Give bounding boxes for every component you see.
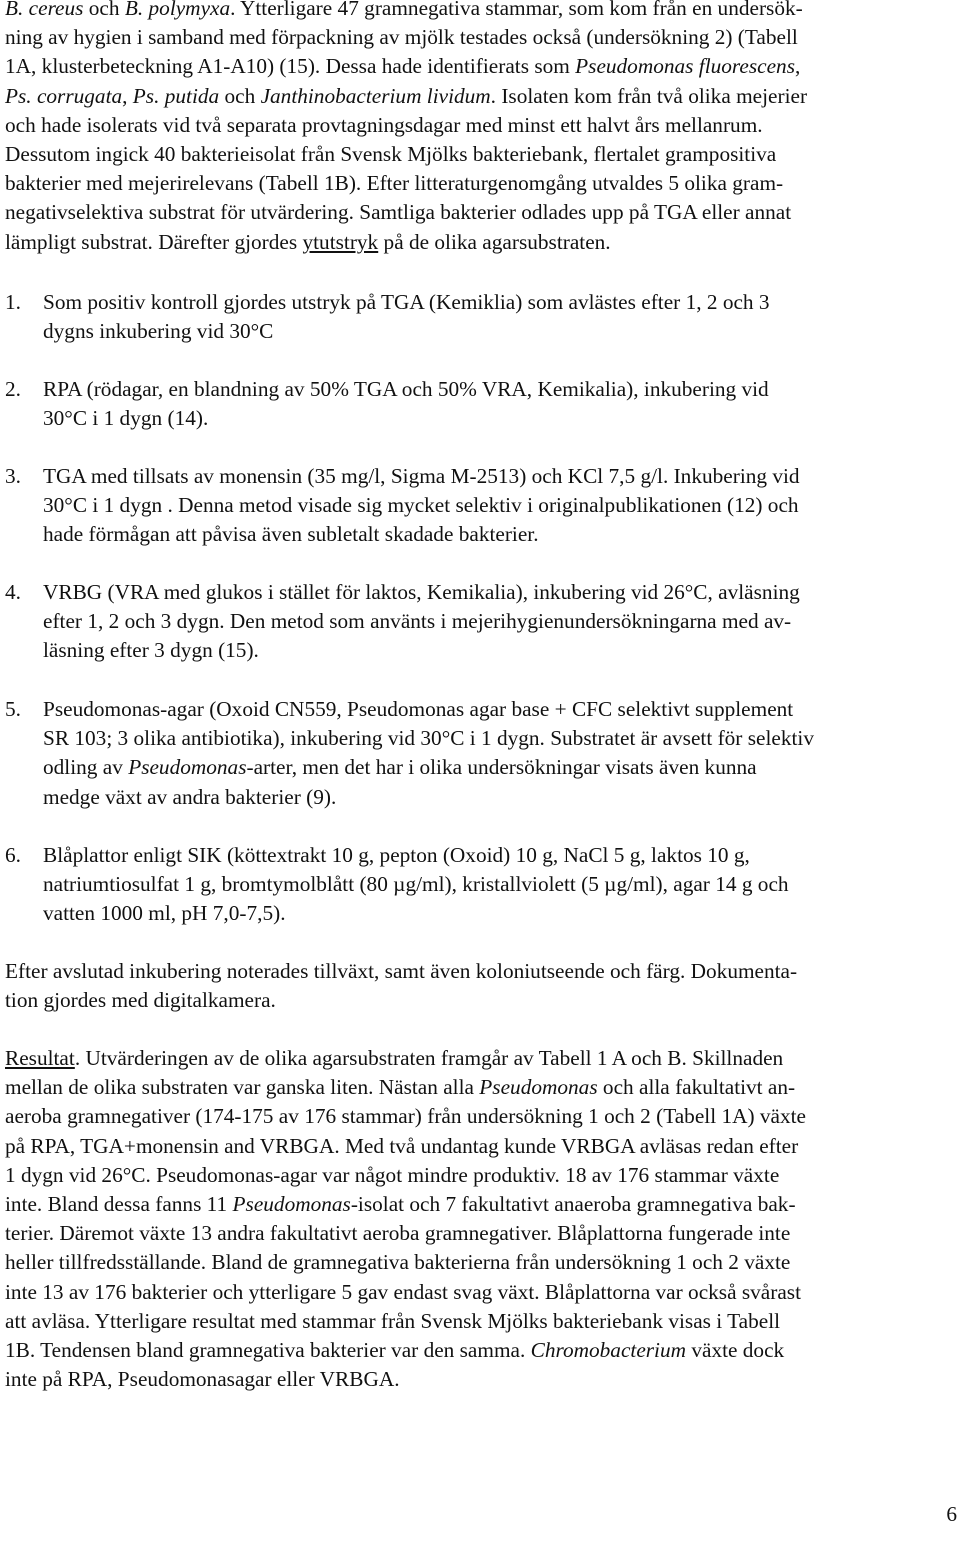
text-run: bakterier med mejerirelevans (Tabell 1B). Efter litteraturgenomgång utvaldes 5 olika gram- (5, 171, 784, 196)
intro-paragraph-line (5, 82, 807, 110)
list-item-line (43, 695, 793, 723)
italic-term: Ps. putida (132, 83, 220, 108)
text-run: -isolat och 7 fakultativt anaeroba gramnegativa bak- (350, 1192, 796, 1216)
text-run: tion gjordes med digitalkamera. (5, 988, 276, 1013)
text-run: lämpligt substrat. Därefter gjordes (5, 229, 303, 254)
list-item-number: 5. (5, 697, 21, 721)
text-run: RPA (rödagar, en blandning av 50% TGA och 50% VRA, Kemikalia), inkubering vid (43, 377, 769, 401)
text-run: 1 dygn vid 26°C. Pseudomonas-agar var något mindre produktiv. 18 av 176 stammar växte (5, 1162, 780, 1187)
text-run: vatten 1000 ml, pH 7,0-7,5). (43, 901, 286, 926)
text-run: odling av (43, 755, 129, 780)
list-item-number: 3. (5, 464, 21, 488)
list-item-line (43, 783, 336, 811)
text-run: och (219, 83, 261, 108)
list-item-line (43, 520, 539, 548)
text-run: -arter, men det har i olika undersökningar visats även kunna (246, 755, 757, 780)
list-item-number: 1. (5, 290, 21, 314)
text-run: . Ytterligare 47 gramnegativa stammar, som kom från en undersök- (230, 0, 803, 20)
underlined-text: ytutstryk (302, 229, 379, 254)
after-paragraph-line (5, 986, 276, 1014)
results-paragraph-line (5, 1044, 783, 1072)
list-item-line (43, 841, 750, 869)
list-item-line (43, 404, 208, 432)
list-item-line (43, 288, 770, 316)
list-item-line (43, 462, 800, 490)
list-item-line (43, 899, 286, 927)
results-paragraph-line (5, 1161, 779, 1189)
text-run: 1A, klusterbeteckning A1-A10) (15). Dessa hade identifierats som (5, 54, 576, 79)
after-paragraph-line (5, 957, 797, 985)
text-run: 1B. Tendensen bland gramnegativa bakterier var den samma. (5, 1338, 531, 1362)
italic-term: Pseudomonas (232, 1192, 351, 1216)
page-number: 6 (946, 1502, 957, 1526)
results-paragraph-line (5, 1073, 795, 1101)
text-run: ning av hygien i samband med förpackning av mjölk testades också (undersökning 2) (Tabell (5, 25, 798, 50)
intro-paragraph-line (5, 52, 800, 80)
intro-paragraph-line (5, 0, 803, 22)
results-paragraph-line (5, 1365, 400, 1393)
text-run: inte. Bland dessa fanns 11 (5, 1192, 233, 1216)
results-paragraph-line (5, 1102, 806, 1130)
list-item-number: 6. (5, 843, 21, 867)
results-paragraph-line (5, 1248, 790, 1276)
results-paragraph-line (5, 1132, 798, 1160)
text-run: 30°C i 1 dygn (14). (43, 406, 209, 431)
text-run: och (83, 0, 125, 20)
text-run: medge växt av andra bakterier (9). (43, 784, 337, 809)
results-paragraph-line (5, 1278, 801, 1306)
list-item-line (43, 375, 769, 403)
text-run: negativselektiva substrat för utvärdering. Samtliga bakterier odlades upp på TGA eller annat (5, 200, 792, 225)
text-run: , (122, 83, 133, 108)
text-run: Dessutom ingick 40 bakterieisolat från Svensk Mjölks bakteriebank, flertalet grampositiva (5, 142, 777, 166)
text-run: på RPA, TGA+monensin and VRBGA. Med två undantag kunde VRBGA avläsas redan efter (5, 1133, 799, 1158)
list-item-line (43, 753, 757, 781)
list-item-line (43, 724, 814, 752)
text-run: . Isolaten kom från två olika mejerier (490, 83, 808, 108)
text-run: Pseudomonas-agar (Oxoid CN559, Pseudomonas agar base + CFC selektivt supplement (43, 697, 794, 721)
text-run: Blåplattor enligt SIK (köttextrakt 10 g, pepton (Oxoid) 10 g, NaCl 5 g, laktos 10 g, (43, 843, 750, 867)
text-run: och hade isolerats vid två separata provtagningsdagar med minst ett halvt års mellanrum. (5, 112, 763, 137)
text-run: på de olika agarsubstraten. (378, 229, 611, 254)
text-run: inte 13 av 176 bakterier och ytterligare 5 gav endast svag växt. Blåplattorna var också svårast (5, 1279, 801, 1304)
text-run: TGA med tillsats av monensin (35 mg/l, Sigma M-2513) och KCl 7,5 g/l. Inkubering vid (43, 464, 800, 488)
text-run: , (794, 54, 801, 79)
text-run: läsning efter 3 dygn (15). (43, 638, 259, 663)
italic-term: Janthinobacterium lividum (260, 83, 491, 108)
text-run: Som positiv kontroll gjordes utstryk på TGA (Kemiklia) som avlästes efter 1, 2 och 3 (43, 290, 770, 314)
intro-paragraph-line (5, 169, 783, 197)
italic-term: B. polymyxa (124, 0, 231, 20)
text-run: natriumtiosulfat 1 g, bromtymolblått (80 µg/ml), kristallviolett (5 µg/ml), agar 14 g och (43, 872, 789, 897)
text-run: SR 103; 3 olika antibiotika), inkubering vid 30°C i 1 dygn. Substratet är avsett för selektiv (43, 726, 814, 751)
italic-term: Pseudomonas fluorescens (575, 54, 795, 79)
list-item-line (43, 607, 791, 635)
italic-term: Pseudomonas (128, 755, 247, 780)
list-item-line (43, 636, 259, 664)
italic-term: Pseudomonas (479, 1075, 598, 1100)
list-item-number: 2. (5, 377, 21, 401)
text-run: inte på RPA, Pseudomonasagar eller VRBGA. (5, 1367, 400, 1392)
italic-term: B. cereus (5, 0, 84, 20)
text-run: Efter avslutad inkubering noterades tillväxt, samt även koloniutseende och färg. Dokumenta- (5, 959, 798, 983)
text-run: terier. Däremot växte 13 andra fakultativt aeroba gramnegativer. Blåplattorna fungerade inte (5, 1221, 791, 1246)
text-run: . Utvärderingen av de olika agarsubstraten framgår av Tabell 1 A och B. Skillnaden (74, 1046, 784, 1070)
results-paragraph-line (5, 1307, 780, 1335)
text-run: att avläsa. Ytterligare resultat med stammar från Svensk Mjölks bakteriebank visas i Tabell (5, 1308, 781, 1333)
results-paragraph-line (5, 1190, 796, 1218)
intro-paragraph-line (5, 111, 763, 139)
list-item-line (43, 870, 789, 898)
list-item-number: 4. (5, 580, 21, 604)
text-run: och alla fakultativt an- (597, 1075, 796, 1100)
text-run: efter 1, 2 och 3 dygn. Den metod som använts i mejerihygienundersökningarna med av- (43, 609, 792, 634)
text-run: mellan de olika substraten var ganska liten. Nästan alla (5, 1075, 480, 1100)
text-run: 30°C i 1 dygn . Denna metod visade sig mycket selektiv i originalpublikationen (12) och (43, 493, 799, 518)
intro-paragraph-line (5, 228, 611, 256)
list-item-line (43, 491, 799, 519)
intro-paragraph-line (5, 140, 776, 168)
list-item-line (43, 317, 273, 345)
italic-term: Ps. corrugata (5, 83, 123, 108)
results-paragraph-line (5, 1219, 790, 1247)
text-run: växte dock (686, 1338, 785, 1362)
text-run: dygns inkubering vid 30°C (43, 319, 274, 344)
text-run: hade förmågan att påvisa även subletalt skadade bakterier. (43, 522, 539, 547)
italic-term: Chromobacterium (530, 1338, 687, 1362)
list-item-line (43, 578, 800, 606)
underlined-text: Resultat (5, 1046, 75, 1070)
text-run: aeroba gramnegativer (174-175 av 176 stammar) från undersökning 1 och 2 (Tabell 1A) växte (5, 1104, 807, 1129)
text-run: heller tillfredsställande. Bland de gramnegativa bakterierna från undersökning 1 och 2 växte (5, 1250, 791, 1275)
intro-paragraph-line (5, 198, 791, 226)
intro-paragraph-line (5, 23, 798, 51)
results-paragraph-line (5, 1336, 784, 1364)
text-run: VRBG (VRA med glukos i stället för laktos, Kemikalia), inkubering vid 26°C, avläsning (43, 580, 800, 604)
